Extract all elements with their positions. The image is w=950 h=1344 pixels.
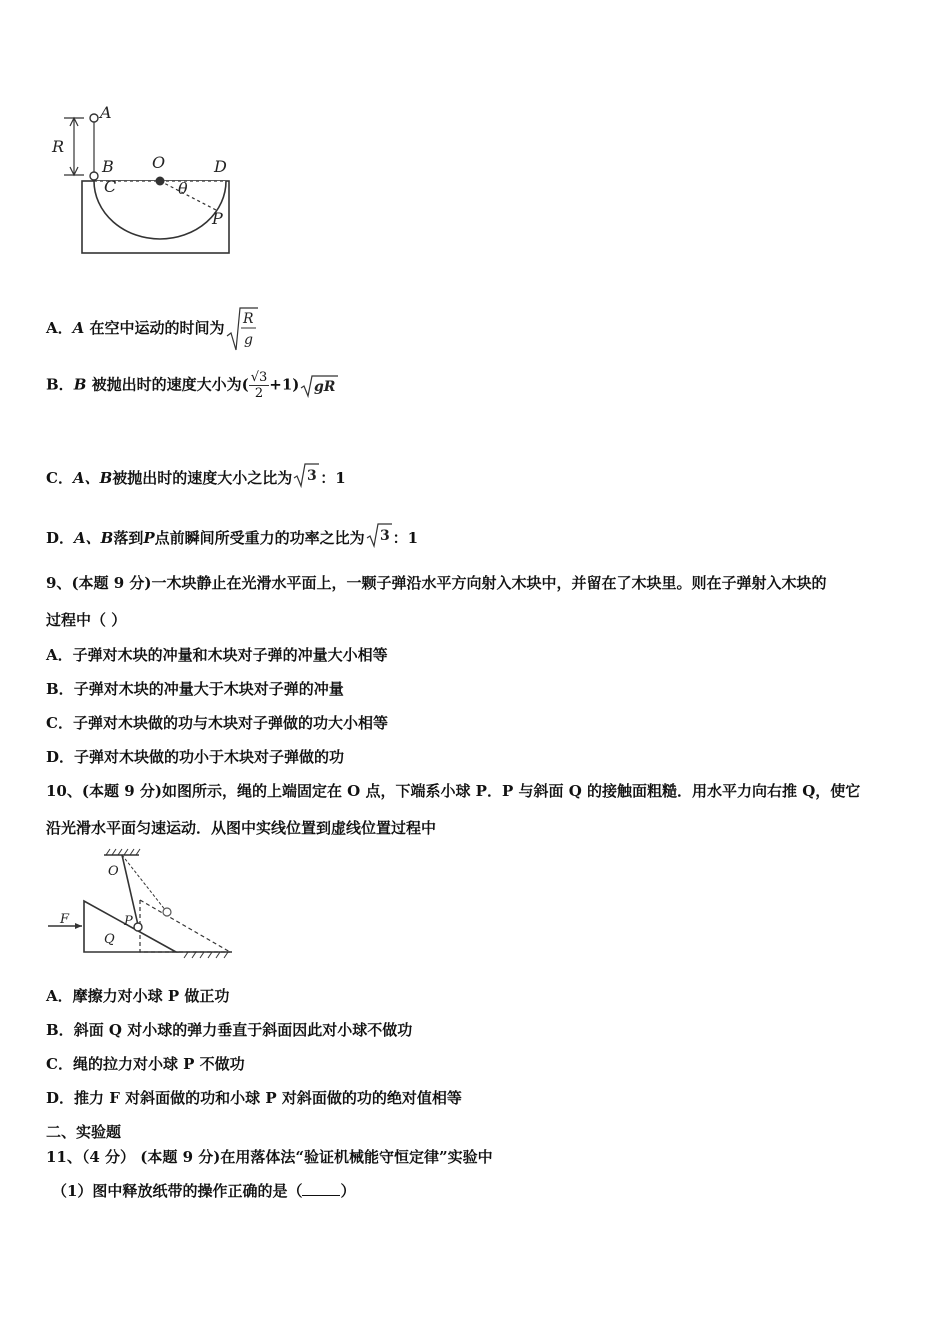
label-C: C [104,177,117,196]
svg-text:g: g [243,332,253,348]
q9-option-a: A．子弹对木块的冲量和木块对子弹的冲量大小相等 [46,646,388,664]
q10-option-b: B．斜面 Q 对小球的弹力垂直于斜面因此对小球不做功 [46,1021,413,1039]
svg-text:gR: gR [314,378,336,395]
svg-text:3: 3 [307,468,318,484]
svg-text:R: R [242,311,254,327]
q8-option-d: D．A、B落到P点前瞬间所受重力的功率之比为 3 ：1 [46,522,418,548]
q9-option-d: D．子弹对木块做的功小于木块对子弹做的功 [46,748,345,766]
label-D: D [214,157,227,176]
sqrt-gr [299,374,339,398]
svg-text:3: 3 [379,528,390,544]
q9-stem-line1: 9、(本题 9 分)一木块静止在光滑水平面上，一颗子弹沿水平方向射入木块中，并留在了木块里。则在子弹射入木块的 [46,574,827,592]
q10-stem-line1: 10、(本题 9 分)如图所示，绳的上端固定在 O 点，下端系小球 P．P 与斜面 Q 的接触面粗糙．用水平力向右推 Q，使它 [46,782,861,800]
q10-stem-line2: 沿光滑水平面匀速运动．从图中实线位置到虚线位置过程中 [46,819,437,837]
q10-option-a: A．摩擦力对小球 P 做正功 [46,987,230,1005]
label-theta: θ [178,179,188,198]
q9-stem-line2: 过程中（ ） [46,611,127,629]
q8-option-a: A．A 在空中运动的时间为 R g [46,306,259,352]
sqrt-3 [292,462,320,488]
q10-option-c: C．绳的拉力对小球 P 不做功 [46,1055,245,1073]
label-P: P [124,914,133,929]
label-O: O [152,153,166,172]
q11-sub1: （1）图中释放纸带的操作正确的是（ ） [52,1182,356,1200]
q8-option-b: B．B 被抛出时的速度大小为( $\frac{√3}{2}$ +1) gR [46,370,339,401]
figure-semicircle-track [40,100,250,265]
label-O: O [108,864,119,879]
label-R: R [52,137,65,156]
answer-blank[interactable] [302,1183,340,1196]
label-Q: Q [104,932,115,947]
label-A: A [100,103,112,122]
section-heading-experiment: 二、实验题 [46,1123,122,1141]
fraction-sqrt3-over-2: $\frac{√3}{2}$ [250,370,268,401]
label-F: F [60,912,70,927]
q10-option-d: D．推力 F 对斜面做的功和小球 P 对斜面做的功的绝对值相等 [46,1089,462,1107]
q8-option-c: C．A、B被抛出时的速度大小之比为 3 ：1 [46,462,346,488]
label-P: P [212,209,223,228]
q9-option-c: C．子弹对木块做的功与木块对子弹做的功大小相等 [46,714,388,732]
q9-option-b: B．子弹对木块的冲量大于木块对子弹的冲量 [46,680,344,698]
sqrt-3 [365,522,393,548]
sqrt-r-over-g [225,306,259,352]
q11-stem: 11、（4 分） (本题 9 分)在用落体法“验证机械能守恒定律”实验中 [46,1148,493,1166]
figure-incline-pendulum [44,845,239,965]
label-B: B [102,157,114,176]
